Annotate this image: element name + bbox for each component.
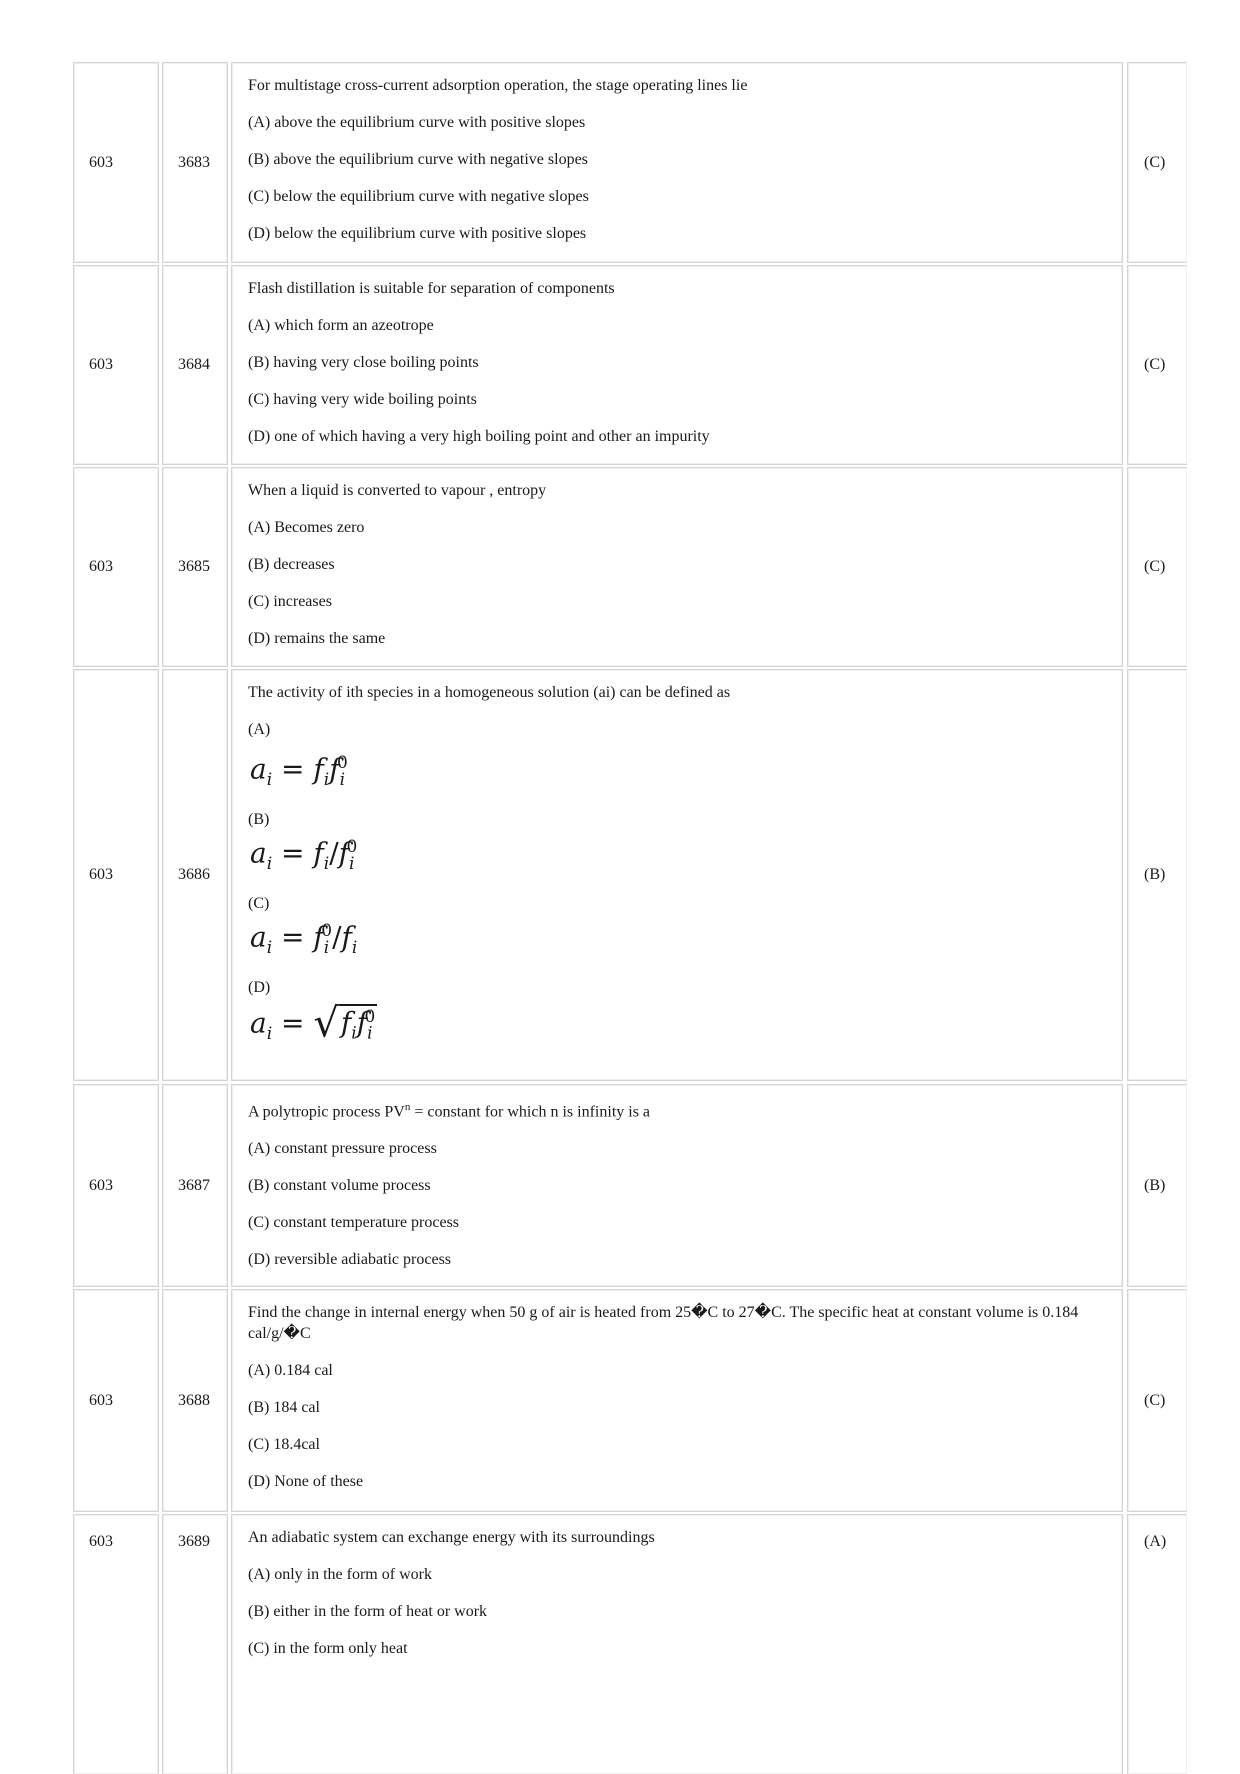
option-a-label: (A) — [248, 721, 271, 738]
table-row — [73, 467, 1183, 667]
option-b: (B) having very close boiling points — [248, 354, 479, 371]
question-number-cell — [162, 669, 228, 1081]
question-cell — [231, 62, 1123, 263]
question-text: Find the change in internal energy when 50 g of air is heated from 25�C to 27�C. The specific heat at constant volume is 0.184 cal/g/�C — [248, 1304, 1079, 1342]
subject-code-cell — [73, 669, 159, 1081]
question-number: 3686 — [178, 866, 210, 883]
subject-code-cell — [73, 1084, 159, 1287]
subject-code: 603 — [89, 558, 113, 575]
option-c: (C) below the equilibrium curve with negative slopes — [248, 188, 589, 205]
subject-code: 603 — [89, 1391, 113, 1409]
subject-code-cell — [73, 62, 159, 263]
table-row — [73, 1289, 1183, 1512]
option-b: (B) constant volume process — [248, 1177, 431, 1195]
option-d: (D) one of which having a very high boiling point and other an impurity — [248, 428, 710, 445]
subject-code: 603 — [89, 153, 113, 171]
answer: (C) — [1144, 356, 1166, 373]
question-text: An adiabatic system can exchange energy with its surroundings — [248, 1529, 655, 1546]
table-row — [73, 1084, 1183, 1287]
question-text: Flash distillation is suitable for separation of components — [248, 280, 615, 297]
answer: (A) — [1144, 1533, 1167, 1550]
subject-code: 603 — [89, 1533, 113, 1550]
answer-cell — [1127, 467, 1187, 667]
subject-code-cell — [73, 1289, 159, 1512]
subject-code: 603 — [89, 1176, 113, 1194]
question-cell — [231, 265, 1123, 465]
question-cell — [231, 1514, 1123, 1774]
option-c: (C) in the form only heat — [248, 1640, 408, 1657]
formula-b: $a_i = f_i/f_i^0$ — [250, 836, 358, 874]
option-b: (B) decreases — [248, 556, 335, 573]
question-number: 3687 — [178, 1176, 210, 1194]
question-number: 3683 — [178, 153, 210, 171]
table-row — [73, 265, 1183, 465]
question-number: 3684 — [178, 356, 210, 373]
question-number-cell — [162, 1289, 228, 1512]
subject-code: 603 — [89, 356, 113, 373]
option-d-label: (D) — [248, 978, 271, 996]
formula-a: $a_i = f_if_i^0$ — [250, 752, 348, 790]
question-text: For multistage cross-current adsorption operation, the stage operating lines lie — [248, 77, 748, 94]
question-number: 3689 — [178, 1533, 210, 1550]
option-c: (C) having very wide boiling points — [248, 391, 477, 408]
answer: (C) — [1144, 153, 1166, 171]
answer: (B) — [1144, 1176, 1166, 1194]
subject-code-cell — [73, 265, 159, 465]
question-text: A polytropic process $PV^n$ = constant for which n is infinity is a — [248, 1101, 651, 1121]
question-number-cell — [162, 265, 228, 465]
answer: (C) — [1144, 1391, 1166, 1409]
question-number: 3688 — [178, 1391, 210, 1409]
option-a: (A) Becomes zero — [248, 519, 365, 536]
subject-code: 603 — [89, 866, 113, 883]
answer: (B) — [1144, 866, 1166, 883]
question-number-cell — [162, 467, 228, 667]
table-row — [73, 62, 1183, 263]
question-cell — [231, 1084, 1123, 1287]
option-a: (A) above the equilibrium curve with positive slopes — [248, 114, 586, 131]
table-row — [73, 1514, 1183, 1774]
option-a: (A) only in the form of work — [248, 1566, 432, 1583]
answer-cell — [1127, 1289, 1187, 1512]
option-a: (A) 0.184 cal — [248, 1362, 333, 1379]
answer-cell — [1127, 62, 1187, 263]
answer-cell — [1127, 669, 1187, 1081]
question-number-cell — [162, 1514, 228, 1774]
option-c: (C) 18.4cal — [248, 1436, 320, 1453]
question-number-cell — [162, 62, 228, 263]
question-text: The activity of ith species in a homogeneous solution (ai) can be defined as — [248, 684, 731, 701]
option-d: (D) remains the same — [248, 630, 386, 647]
option-c: (C) constant temperature process — [248, 1214, 460, 1232]
option-a: (A) constant pressure process — [248, 1140, 437, 1158]
option-d: (D) below the equilibrium curve with positive slopes — [248, 225, 587, 242]
question-cell — [231, 467, 1123, 667]
table-row — [73, 669, 1183, 1081]
option-d: (D) reversible adiabatic process — [248, 1251, 452, 1269]
formula-c: $a_i = f_i^0/f_i$ — [250, 920, 358, 958]
answer-cell — [1127, 265, 1187, 465]
option-b: (B) 184 cal — [248, 1399, 320, 1416]
formula-d: $a_i = √f_if_i^0$ — [250, 1000, 376, 1047]
sqrt-icon: √ — [313, 1000, 339, 1047]
answer-cell — [1127, 1514, 1187, 1774]
option-d: (D) None of these — [248, 1473, 364, 1490]
option-b: (B) either in the form of heat or work — [248, 1603, 488, 1620]
option-c-label: (C) — [248, 894, 270, 912]
answer: (C) — [1144, 558, 1166, 575]
option-b: (B) above the equilibrium curve with negative slopes — [248, 151, 588, 168]
subject-code-cell — [73, 1514, 159, 1774]
subject-code-cell — [73, 467, 159, 667]
option-b-label: (B) — [248, 810, 270, 828]
option-a: (A) which form an azeotrope — [248, 317, 434, 334]
question-number-cell — [162, 1084, 228, 1287]
question-cell — [231, 1289, 1123, 1512]
question-text: When a liquid is converted to vapour , entropy — [248, 482, 547, 499]
option-c: (C) increases — [248, 593, 332, 610]
answer-cell — [1127, 1084, 1187, 1287]
question-cell — [231, 669, 1123, 1081]
question-number: 3685 — [178, 558, 210, 575]
